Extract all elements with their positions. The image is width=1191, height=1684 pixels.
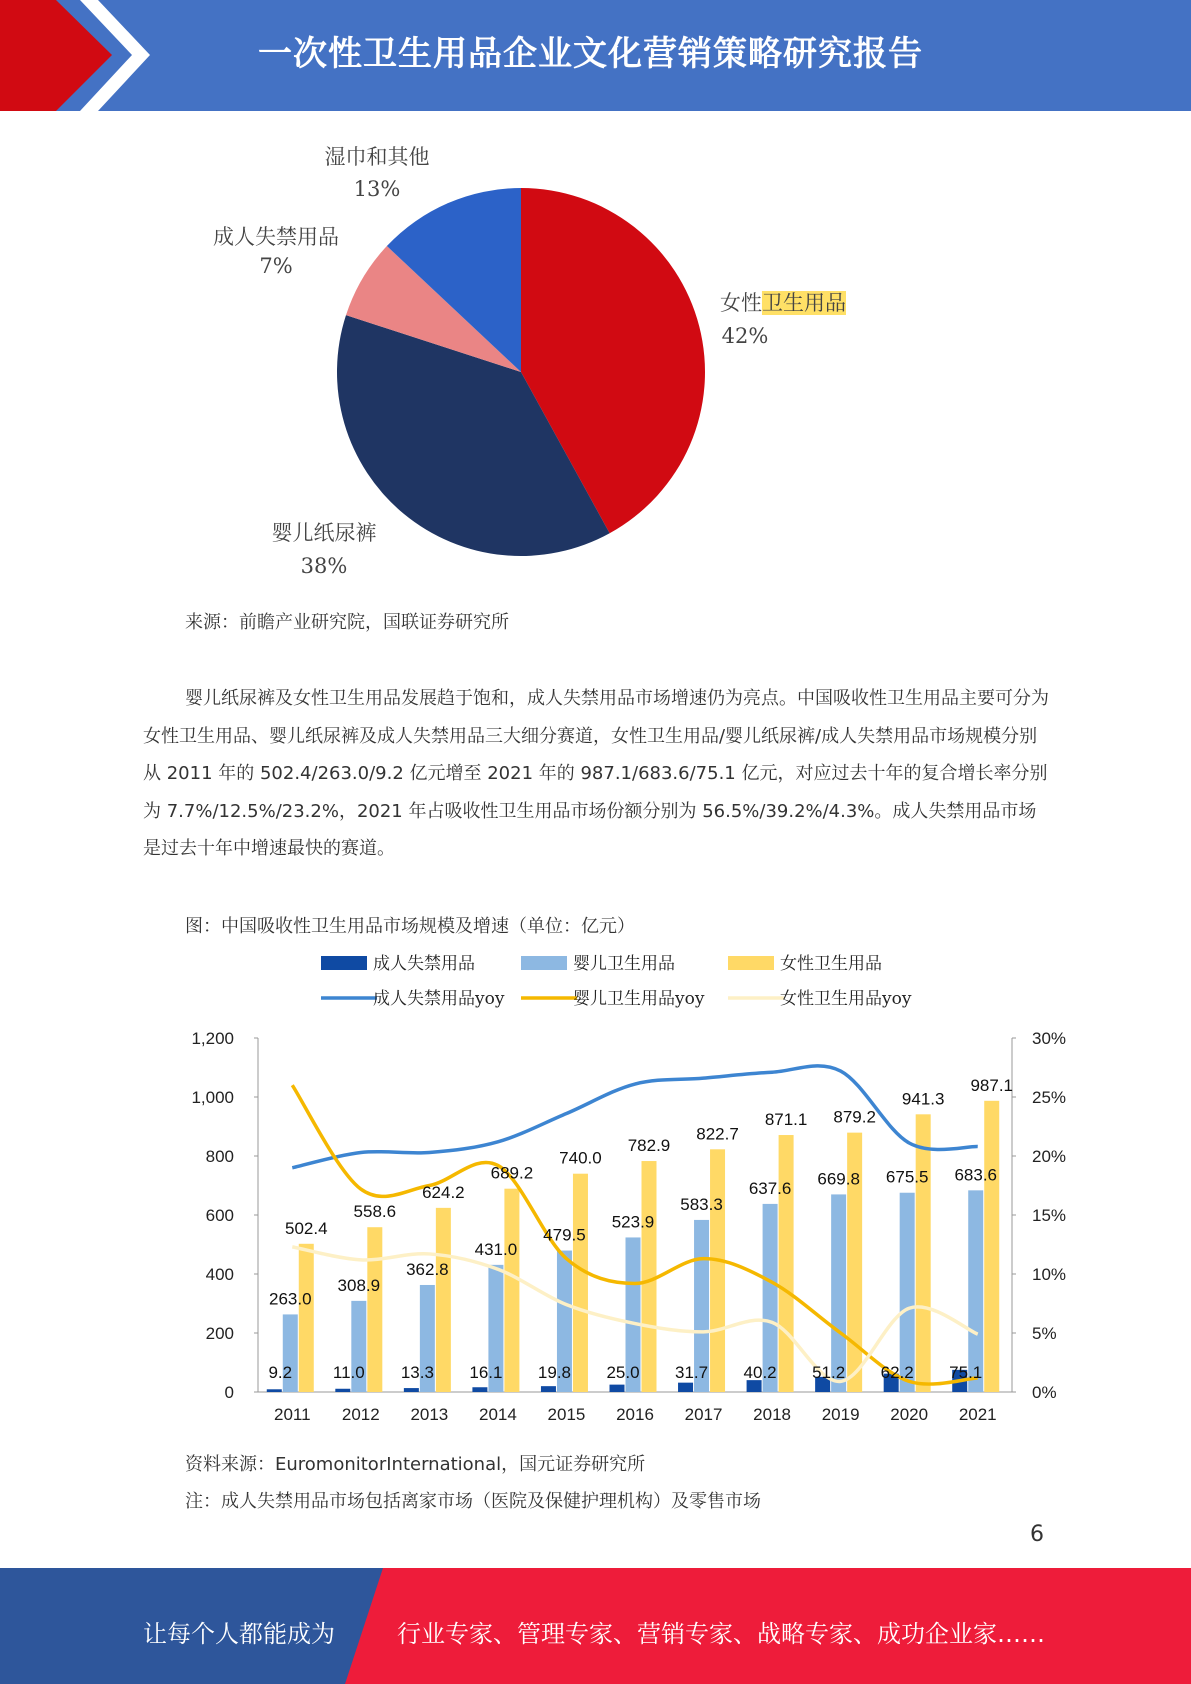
- pie-source: 来源：前瞻产业研究院，国联证券研究所: [185, 612, 509, 633]
- pie-pct-baby: 38%: [300, 554, 348, 578]
- bar-label-female: 782.9: [627, 1136, 671, 1156]
- x-tick-label: 2012: [341, 1405, 380, 1424]
- bar-label-female: 624.2: [422, 1182, 465, 1202]
- x-tick-label: 2021: [958, 1405, 997, 1424]
- bar-label-baby: 431.0: [474, 1239, 518, 1259]
- y2-tick-label: 20%: [1032, 1147, 1067, 1166]
- legend-swatch: [521, 956, 567, 970]
- body-paragraph: [143, 680, 1053, 868]
- bar-label-adult: 16.1: [469, 1363, 503, 1382]
- bar-label-baby: 683.6: [954, 1165, 998, 1185]
- y2-tick-label: 25%: [1032, 1088, 1067, 1107]
- combo-chart-svg: [170, 945, 1080, 1430]
- bar-label-baby: 308.9: [337, 1275, 381, 1295]
- x-tick-label: 2020: [890, 1405, 929, 1424]
- footer-slogan-right: 行业专家、管理专家、营销专家、战略专家、成功企业家……: [397, 1620, 1045, 1648]
- bar-label-adult: 40.2: [743, 1363, 777, 1382]
- bar-label-female: 871.1: [764, 1110, 808, 1130]
- page-header: [0, 0, 1191, 111]
- bar-female: [299, 1244, 314, 1392]
- chart-footnote: 注：成人失禁用品市场包括离家市场（医院及保健护理机构）及零售市场: [185, 1491, 761, 1512]
- bar-label-adult: 13.3: [400, 1363, 434, 1382]
- x-tick-label: 2018: [753, 1405, 792, 1424]
- bar-label-baby: 675.5: [885, 1167, 929, 1187]
- x-tick-label: 2015: [547, 1405, 586, 1424]
- bar-label-female: 879.2: [833, 1107, 876, 1127]
- figure-title: 图：中国吸收性卫生用品市场规模及增速（单位：亿元）: [185, 916, 635, 937]
- bar-female: [367, 1227, 382, 1392]
- y2-tick-label: 10%: [1032, 1265, 1067, 1284]
- bar-adult: [678, 1383, 693, 1392]
- legend-swatch: [728, 956, 774, 970]
- bar-adult: [267, 1389, 282, 1392]
- bar-adult: [610, 1385, 625, 1392]
- bar-female: [573, 1174, 588, 1392]
- pie-label-adult: 成人失禁用品: [213, 225, 339, 249]
- x-tick-label: 2014: [478, 1405, 517, 1424]
- legend-label: 成人失禁用品: [373, 954, 475, 974]
- x-tick-label: 2017: [684, 1405, 723, 1424]
- bar-adult: [335, 1389, 350, 1392]
- bar-label-adult: 25.0: [606, 1363, 640, 1382]
- y2-tick-label: 5%: [1032, 1324, 1057, 1343]
- paragraph-text: 婴儿纸尿裤及女性卫生用品发展趋于饱和，成人失禁用品市场增速仍为亮点。中国吸收性卫生用品主要可分为女性卫生用品、婴儿纸尿裤及成人失禁用品三大细分赛道，女性卫生用品/婴儿纸尿裤/成人失禁用品市场规模分别从 2011 年的 502.4/263.0/9.2 亿元增至 2021 年的 987.1/683.6/75.1 亿元，对应过去十年的复合增长率分别为 7.7%/12.5%/23.2%，2021 年占吸收性卫生用品市场份额分别为 56.5%/39.2%/4.3%。成人失禁用品市场是过去十年中增速最快的赛道。: [143, 688, 1049, 859]
- bar-female: [436, 1208, 451, 1392]
- pie-chart-svg: [180, 130, 900, 590]
- chart-source-note: 资料来源：EuromonitorInternational，国元证券研究所: [185, 1454, 646, 1475]
- pie-pct-wipes: 13%: [353, 177, 401, 201]
- y-tick-label: 1,200: [191, 1029, 234, 1048]
- x-tick-label: 2016: [616, 1405, 654, 1424]
- bar-label-female: 987.1: [970, 1075, 1014, 1095]
- x-tick-label: 2019: [821, 1405, 860, 1424]
- pie-chart: [180, 130, 900, 590]
- bar-baby: [968, 1190, 983, 1392]
- y2-tick-label: 0%: [1032, 1383, 1057, 1402]
- bar-label-baby: 583.3: [680, 1194, 723, 1214]
- chart-legend: [321, 954, 912, 1009]
- y-tick-label: 200: [205, 1324, 234, 1343]
- bar-label-baby: 479.5: [543, 1225, 586, 1245]
- bar-label-baby: 362.8: [406, 1259, 449, 1279]
- bar-label-adult: 75.1: [949, 1363, 983, 1382]
- x-tick-label: 2011: [273, 1405, 311, 1424]
- bar-female: [504, 1189, 519, 1392]
- bar-label-adult: 62.2: [880, 1363, 914, 1382]
- bar-label-adult: 9.2: [268, 1363, 293, 1382]
- y-tick-label: 1,000: [191, 1088, 234, 1107]
- y-tick-label: 600: [205, 1206, 234, 1225]
- y2-tick-label: 15%: [1032, 1206, 1067, 1225]
- page-number: 6: [1030, 1522, 1044, 1547]
- bar-label-female: 502.4: [284, 1218, 328, 1238]
- bar-label-female: 740.0: [559, 1148, 602, 1168]
- legend-label: 成人失禁用品yoy: [373, 989, 505, 1009]
- bar-label-baby: 669.8: [817, 1169, 860, 1189]
- bar-label-baby: 263.0: [268, 1289, 312, 1309]
- legend-label: 婴儿卫生用品yoy: [573, 989, 705, 1009]
- bar-label-baby: 523.9: [611, 1212, 655, 1232]
- combo-chart: [170, 945, 1080, 1430]
- legend-label: 女性卫生用品yoy: [780, 989, 912, 1009]
- report-title: 一次性卫生用品企业文化营销策略研究报告: [258, 34, 923, 74]
- legend-label: 女性卫生用品: [780, 954, 882, 974]
- bar-label-female: 689.2: [490, 1163, 534, 1183]
- y-tick-label: 400: [205, 1265, 234, 1284]
- bar-female: [642, 1161, 657, 1392]
- legend-label: 婴儿卫生用品: [573, 954, 675, 974]
- pie-pct-adult: 7%: [259, 254, 293, 278]
- pie-pct-female: 42%: [721, 324, 769, 348]
- pie-label-wipes: 湿巾和其他: [324, 145, 430, 169]
- bar-label-adult: 51.2: [812, 1363, 846, 1382]
- y-tick-label: 0: [224, 1383, 234, 1402]
- legend-swatch: [321, 956, 367, 970]
- bar-label-adult: 11.0: [332, 1363, 365, 1382]
- pie-label-baby: 婴儿纸尿裤: [271, 521, 377, 545]
- bar-label-baby: 637.6: [748, 1178, 792, 1198]
- bar-label-adult: 19.8: [537, 1363, 572, 1382]
- y-tick-label: 800: [205, 1147, 234, 1166]
- bar-female: [710, 1149, 725, 1392]
- footer-slogan-left: 让每个人都能成为: [143, 1620, 335, 1648]
- bar-adult: [404, 1388, 419, 1392]
- bar-label-adult: 31.7: [674, 1363, 709, 1382]
- bar-adult: [472, 1387, 487, 1392]
- x-tick-label: 2013: [410, 1405, 449, 1424]
- bar-label-female: 941.3: [901, 1089, 945, 1109]
- y2-tick-label: 30%: [1032, 1029, 1067, 1048]
- bar-female: [779, 1135, 794, 1392]
- bar-label-female: 558.6: [353, 1202, 397, 1222]
- bar-female: [916, 1114, 931, 1392]
- bar-label-female: 822.7: [696, 1124, 739, 1144]
- bar-female: [984, 1101, 999, 1392]
- bar-adult: [541, 1386, 556, 1392]
- pie-label-female: 女性卫生用品: [720, 291, 846, 315]
